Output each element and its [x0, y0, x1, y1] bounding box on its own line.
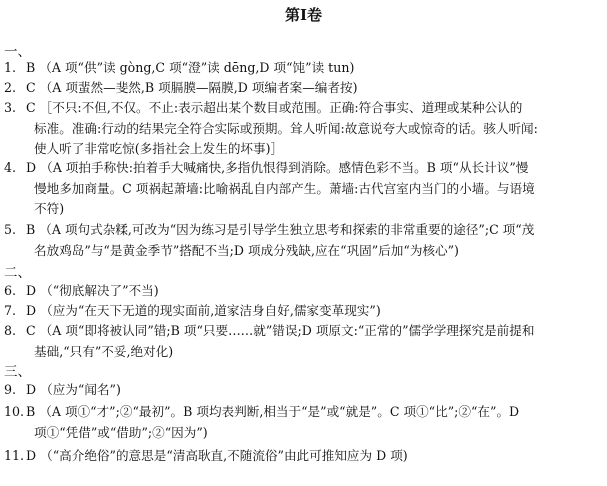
item-number: 11.	[4, 448, 25, 463]
item-line: D （应为“闻名”)	[26, 382, 121, 397]
item-number: 7.	[4, 303, 17, 318]
answer-item-11	[4, 446, 599, 467]
item-line: D （“高介绝俗”的意思是“清高耿直,不随流俗”由此可推知应为 D 项)	[26, 448, 408, 463]
item-line: C （A 项“即将被认同”错;B 项“只要……就”错误;D 项原文:“正常的”儒学学理探究是前提和	[26, 323, 535, 338]
answer-item-3	[4, 98, 599, 160]
item-line: B （A 项“供”读 gòng,C 项“澄”读 dēng,D 项“饨”读 tun)	[26, 60, 355, 75]
item-number: 2.	[4, 80, 17, 95]
answer-item-9	[4, 380, 599, 401]
item-number: 4.	[4, 160, 17, 175]
item-line: D （“彻底解决了”不当)	[26, 283, 159, 298]
item-line: 慢地多加商量。C 项祸起萧墙:比喻祸乱自内部产生。萧墙:古代宫室内当门的小墙。与语境	[34, 180, 535, 196]
section-heading-1: 一、	[4, 44, 31, 60]
item-number: 3.	[4, 100, 17, 115]
item-number: 8.	[4, 323, 17, 338]
page-title: 第Ⅰ卷	[284, 6, 323, 24]
item-line: 标准。准确:行动的结果完全符合实际或预期。耸人听闻:故意说夸大或惊奇的话。骇人听闻:	[34, 120, 538, 136]
item-number: 10.	[4, 404, 25, 419]
item-line: C ［不只:不但,不仅。不止:表示超出某个数目或范围。正确:符合事实、道理或某种公认的	[26, 100, 523, 115]
answer-item-4	[4, 158, 599, 220]
item-line: 名放鸡岛”与“是黄金季节”搭配不当;D 项成分残缺,应在“巩固”后加“为核心”)	[34, 242, 459, 258]
item-line: D （A 项拍手称快:拍着手大喊痛快,多指仇恨得到消除。感情色彩不当。B 项“从长计议”慢	[26, 160, 529, 175]
item-number: 6.	[4, 283, 17, 298]
answer-item-7	[4, 301, 599, 322]
answer-item-1	[4, 58, 599, 79]
item-number: 1.	[4, 60, 17, 75]
item-line: 项①“凭借”或“借助”;②“因为”)	[34, 424, 208, 440]
answer-item-6	[4, 281, 599, 302]
section-heading-3: 三、	[4, 364, 31, 380]
item-number: 9.	[4, 382, 17, 397]
item-number: 5.	[4, 222, 17, 237]
answer-item-8	[4, 321, 599, 362]
item-line: C （A 项蜚然—斐然,B 项膈膜—隔膜,D 项编者案—编者按)	[26, 80, 358, 95]
answer-item-5	[4, 220, 599, 261]
item-line: B （A 项句式杂糅,可改为“因为练习是引导学生独立思考和探索的非常重要的途径”;C 项“茂	[26, 222, 535, 237]
item-line: D （应为“在天下无道的现实面前,道家洁身自好,儒家变革现实”)	[26, 303, 381, 318]
answer-item-2	[4, 78, 599, 99]
answer-item-10	[4, 402, 599, 443]
section-heading-2: 二、	[4, 265, 31, 281]
item-line: 不符)	[34, 201, 65, 216]
item-line: B （A 项①“才”;②“最初”。B 项均表判断,相当于“是”或“就是”。C 项①“比”;②“在”。D	[26, 404, 520, 419]
item-line: 基础,“只有”不妥,绝对化)	[34, 343, 174, 359]
item-line: 使人听了非常吃惊(多指社会上发生的坏事)］	[34, 141, 284, 156]
